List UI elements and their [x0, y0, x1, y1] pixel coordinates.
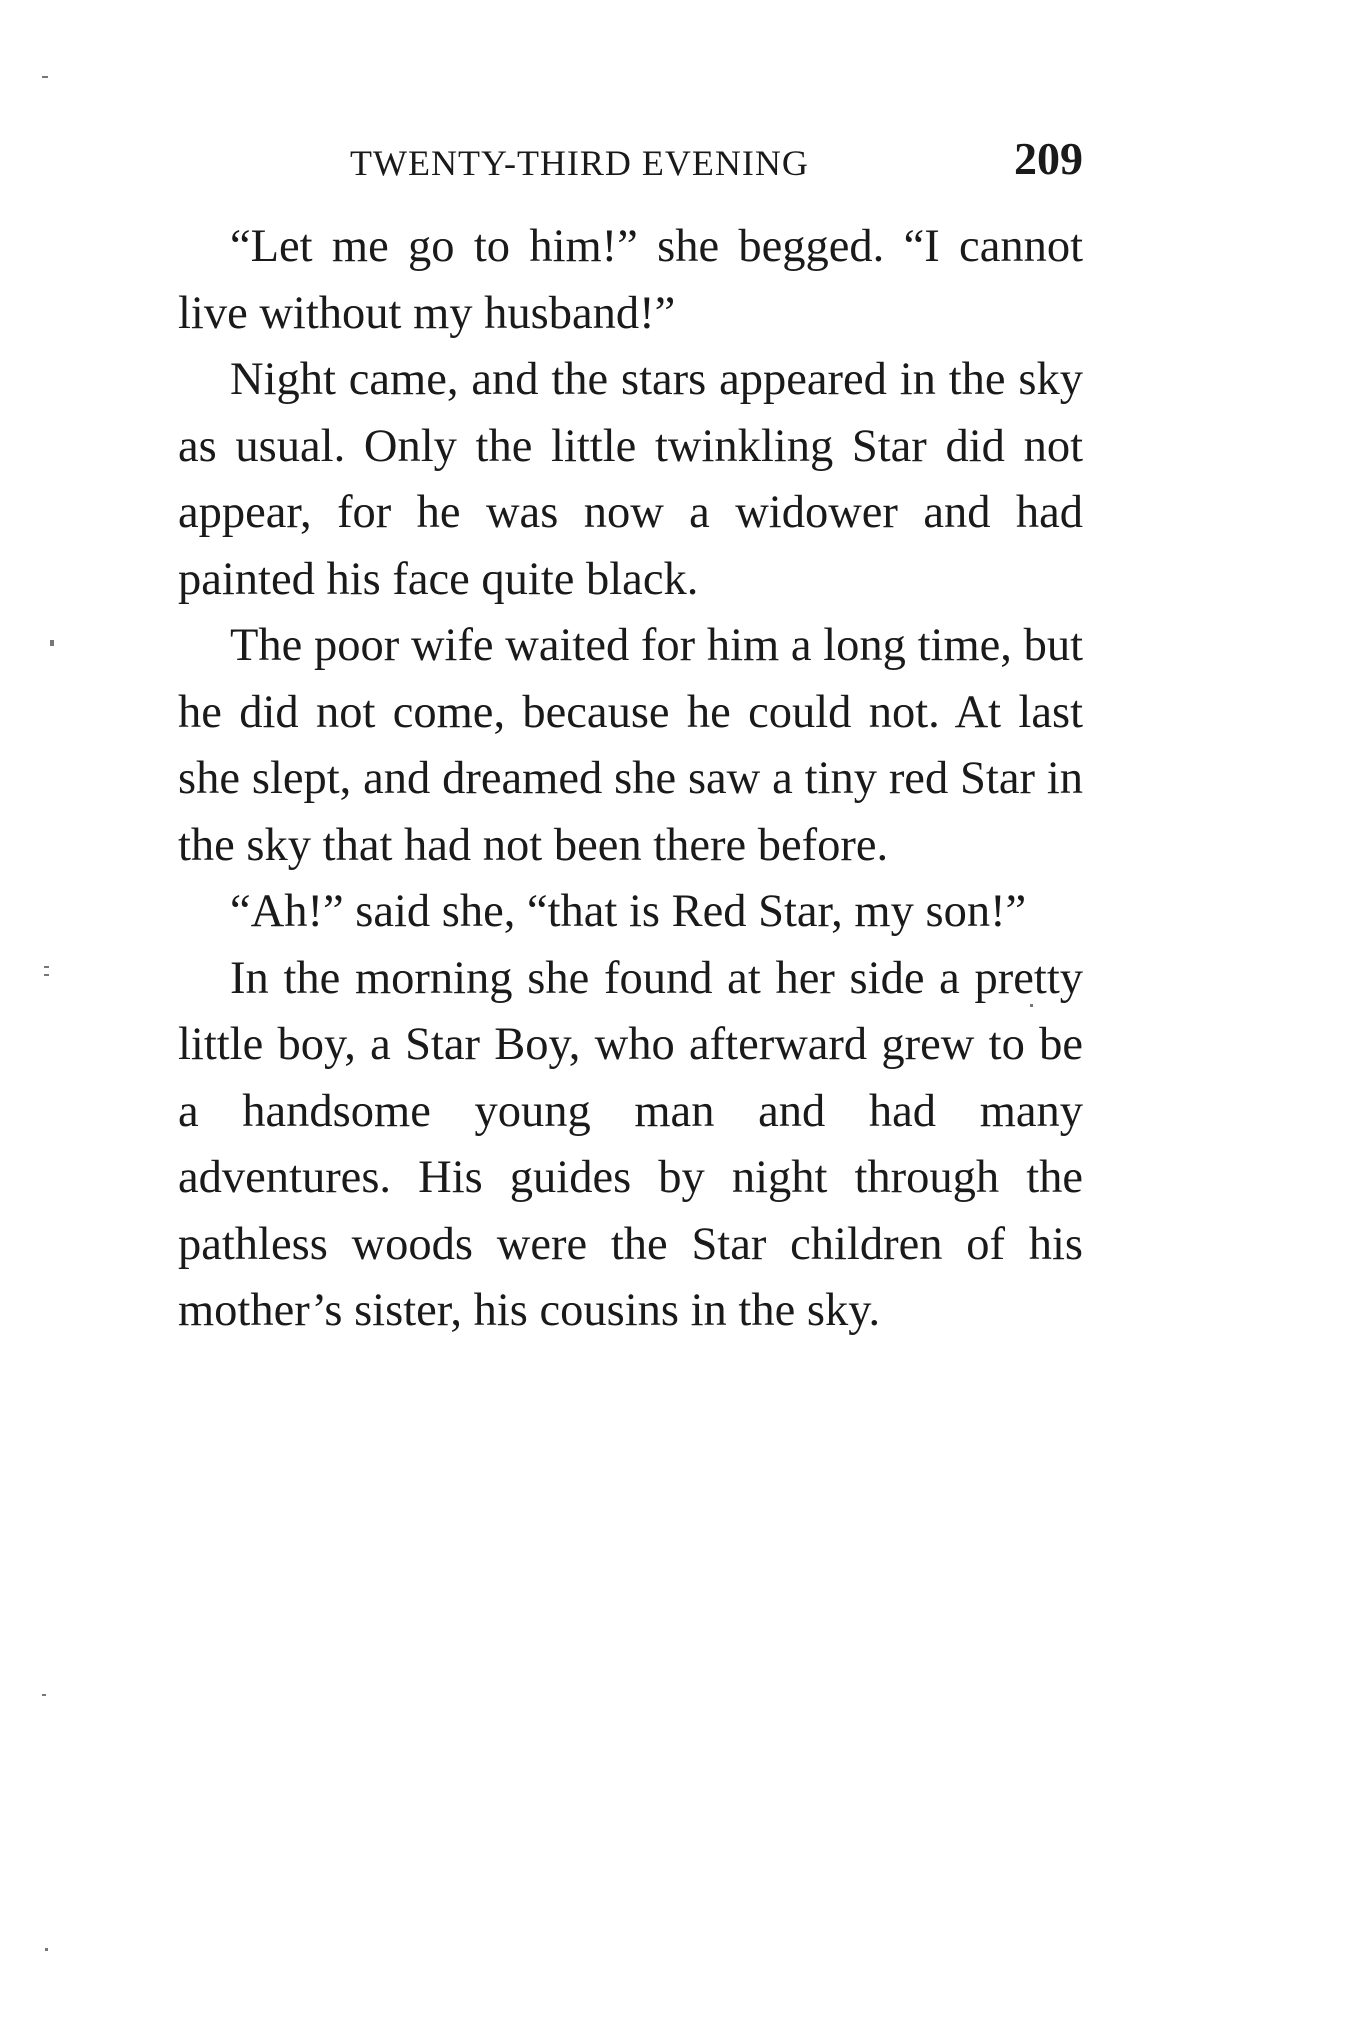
body-text — [178, 214, 1083, 1345]
margin-speck — [42, 1694, 46, 1696]
paragraph-5: In the morning she found at her side a pretty little boy, a Star Boy, who afterward grew to be a handsome young man and had many adventures. His guides by night through the pathless woods were the Star children of his mother’s sister, his cousins in the sky. — [178, 952, 1083, 1336]
paragraph-1: “Let me go to him!” she begged. “I cannot live without my husband!” — [178, 221, 1083, 339]
page-number: 209 — [1014, 133, 1083, 184]
paragraph-2: Night came, and the stars appeared in the sky as usual. Only the little twinkling Star did not appear, for he was now a widower and had painted his face quite black. — [178, 354, 1083, 605]
running-title: TWENTY-THIRD EVENING — [350, 143, 809, 183]
margin-speck — [44, 966, 49, 968]
running-head — [178, 132, 1083, 192]
margin-speck — [42, 76, 48, 78]
paragraph-4: “Ah!” said she, “that is Red Star, my son!” — [230, 886, 1027, 937]
margin-speck — [1030, 1004, 1033, 1007]
margin-speck — [44, 974, 49, 976]
margin-speck — [45, 1948, 48, 1951]
paragraph-3: The poor wife waited for him a long time, but he did not come, because he could not. At last she slept, and dreamed she saw a tiny red Star in the sky that had not been there before. — [178, 620, 1083, 871]
margin-speck — [50, 640, 54, 646]
